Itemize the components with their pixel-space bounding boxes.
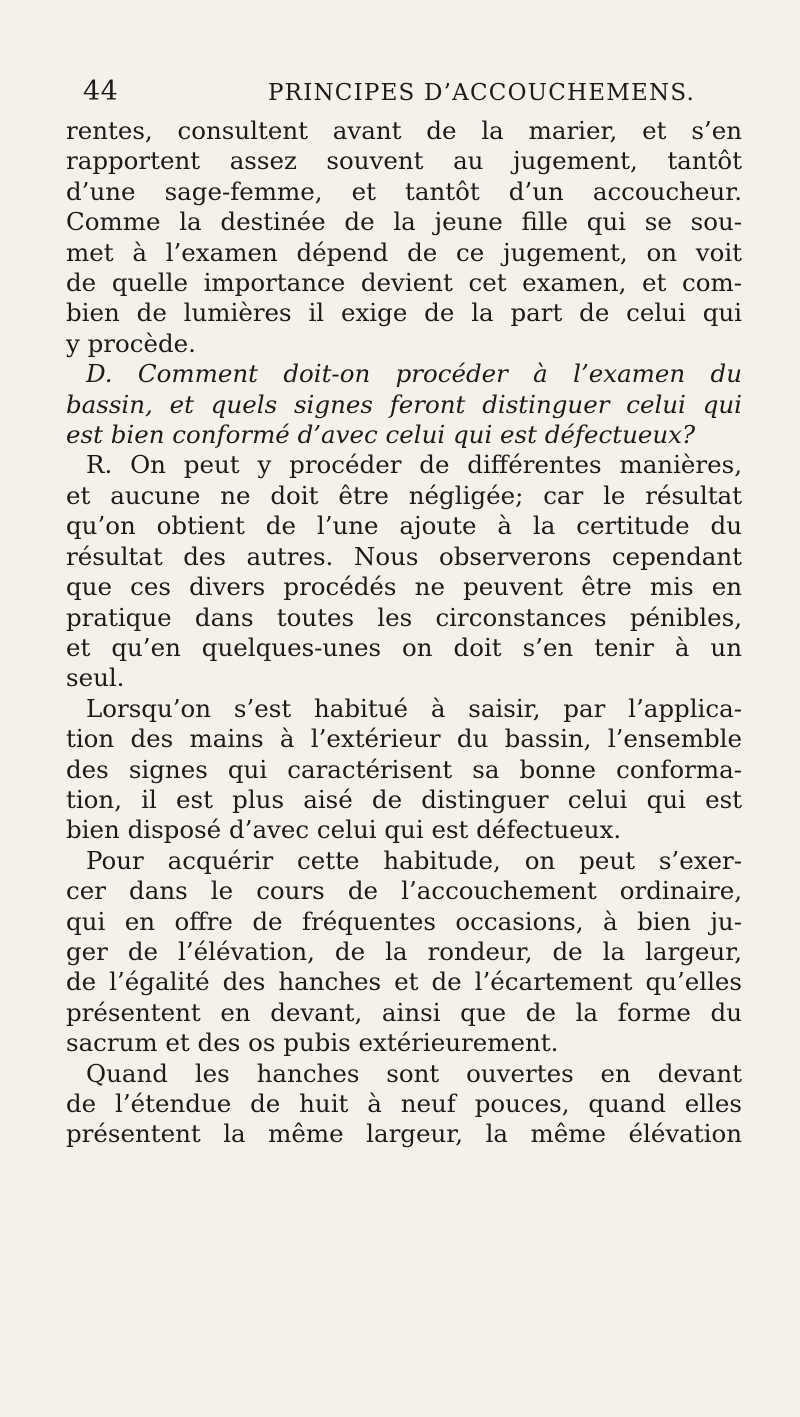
- text-line: de quelle importance devient cet examen, et com-: [66, 268, 742, 298]
- running-head: PRINCIPES D’ACCOUCHEMENS.: [268, 80, 695, 106]
- page-header: [83, 76, 703, 112]
- text-line: et aucune ne doit être négligée; car le résultat: [66, 480, 742, 510]
- page-body: [66, 116, 742, 1150]
- paragraph-5: [66, 1059, 742, 1150]
- text-line: résultat des autres. Nous observerons cependant: [66, 541, 742, 571]
- text-line: des signes qui caractérisent sa bonne conforma-: [66, 754, 742, 784]
- text-line: pratique dans toutes les circonstances pénibles,: [66, 602, 742, 632]
- paragraph-1: [66, 116, 742, 359]
- text-line: cer dans le cours de l’accouchement ordinaire,: [66, 876, 742, 906]
- answer-paragraph: [66, 450, 742, 693]
- text-line: rapportent assez souvent au jugement, tantôt: [66, 146, 742, 176]
- text-line: présentent la même largeur, la même élévation: [66, 1119, 742, 1149]
- text-line: bien disposé d’avec celui qui est défectueux.: [66, 815, 622, 845]
- text-line: et qu’en quelques-unes on doit s’en tenir à un: [66, 632, 742, 662]
- text-line: Comme la destinée de la jeune fille qui se sou-: [66, 207, 742, 237]
- text-line: de l’égalité des hanches et de l’écartement qu’elles: [66, 967, 742, 997]
- paragraph-4: [66, 846, 742, 1059]
- text-line: bassin, et quels signes feront distinguer celui qui: [66, 389, 742, 419]
- text-line: y procède.: [66, 328, 196, 358]
- text-line: tion, il est plus aisé de distinguer celui qui est: [66, 784, 742, 814]
- text-line: Pour acquérir cette habitude, on peut s’exer-: [86, 845, 742, 875]
- text-line: D. Comment doit-on procéder à l’examen du: [86, 359, 742, 389]
- text-line: rentes, consultent avant de la marier, et s’en: [66, 116, 742, 145]
- text-line: bien de lumières il exige de la part de celui qui: [66, 298, 742, 328]
- paragraph-3: [66, 694, 742, 846]
- text-line: met à l’examen dépend de ce jugement, on voit: [66, 237, 742, 267]
- text-line: Quand les hanches sont ouvertes en devant: [86, 1058, 742, 1088]
- text-line: ger de l’élévation, de la rondeur, de la largeur,: [66, 936, 742, 966]
- text-line: qui en offre de fréquentes occasions, à bien ju-: [66, 906, 742, 936]
- text-line: sacrum et des os pubis extérieurement.: [66, 1028, 559, 1058]
- text-line: R. On peut y procéder de différentes manières,: [86, 450, 742, 480]
- text-line: tion des mains à l’extérieur du bassin, l’ensemble: [66, 724, 742, 754]
- text-line: seul.: [66, 663, 125, 693]
- text-line: de l’étendue de huit à neuf pouces, quand elles: [66, 1089, 742, 1118]
- question-paragraph: [66, 359, 742, 450]
- text-line: d’une sage-femme, et tantôt d’un accoucheur.: [66, 176, 742, 206]
- text-line: Lorsqu’on s’est habitué à saisir, par l’applica-: [86, 693, 742, 723]
- page-number: 44: [83, 76, 119, 107]
- text-line: que ces divers procédés ne peuvent être mis en: [66, 572, 742, 602]
- text-line: qu’on obtient de l’une ajoute à la certitude du: [66, 511, 742, 541]
- text-line: présentent en devant, ainsi que de la forme du: [66, 997, 742, 1027]
- text-line: est bien conformé d’avec celui qui est défectueux?: [66, 420, 696, 450]
